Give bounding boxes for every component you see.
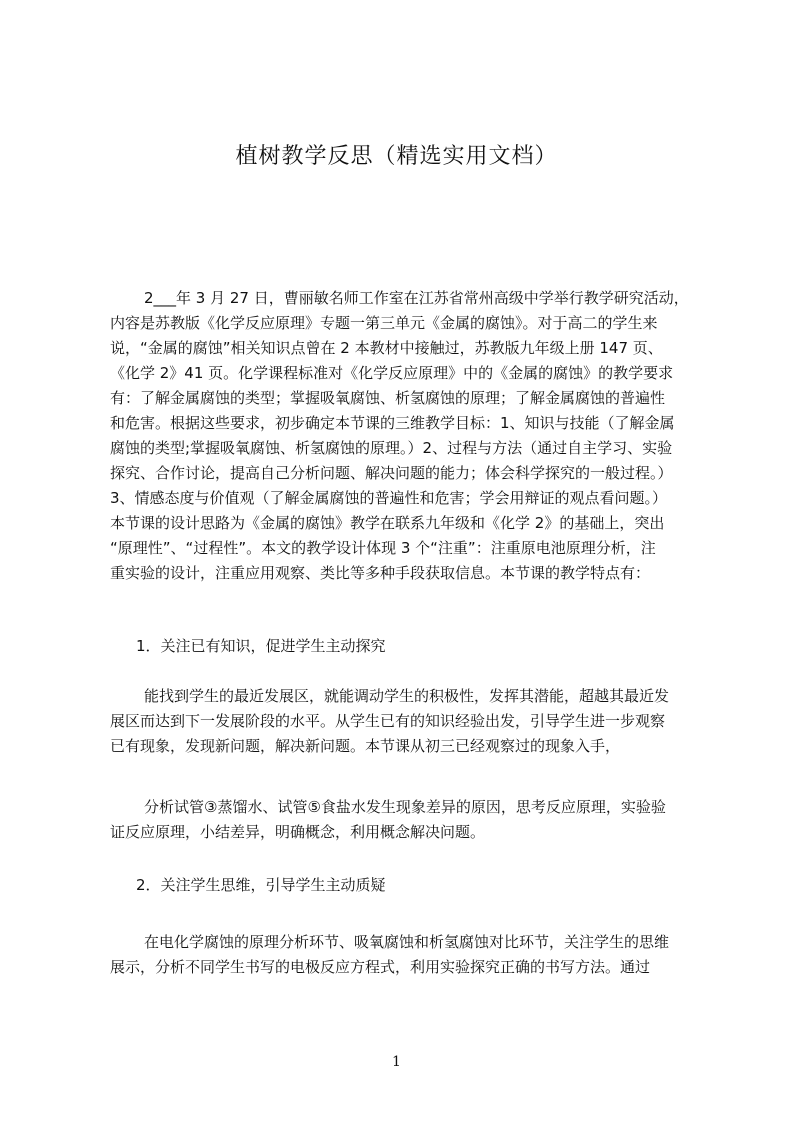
- paragraph-line: 重实验的设计，注重应用观察、类比等多种手段获取信息。本节课的教学特点有：: [110, 564, 651, 582]
- page-number: 1: [392, 1054, 401, 1070]
- paragraph-line: 有：了解金属腐蚀的类型；掌握吸氧腐蚀、析氢腐蚀的原理；了解金属腐蚀的普遍性: [110, 389, 666, 407]
- paragraph-3: [110, 795, 708, 845]
- paragraph-line: 展区而达到下一发展阶段的水平。从学生已有的知识经验出发，引导学生进一步观察: [110, 712, 666, 730]
- paragraph-4: [110, 930, 708, 980]
- paragraph-line: 展示，分析不同学生书写的电极反应方程式，利用实验探究正确的书写方法。通过: [110, 958, 651, 976]
- paragraph-line: 3、情感态度与价值观（了解金属腐蚀的普遍性和危害；学会用辩证的观点看问题。）: [110, 489, 668, 507]
- paragraph-line: “原理性”、“过程性”。本文的教学设计体现 3 个“注重”：注重原电池原理分析，注: [110, 539, 656, 557]
- paragraph-line: 说，“金属的腐蚀”相关知识点曾在 2 本教材中接触过，苏教版九年级上册 147 页、: [110, 339, 663, 357]
- paragraph-line: 腐蚀的类型;掌握吸氧腐蚀、析氢腐蚀的原理。）2、过程与方法（通过自主学习、实验: [110, 439, 673, 457]
- paragraph-1: [110, 286, 708, 586]
- paragraph-line: 2___年 3 月 27 日，曹丽敏名师工作室在江苏省常州高级中学举行教学研究活动，: [144, 289, 689, 307]
- paragraph-line: 能找到学生的最近发展区，就能调动学生的积极性，发挥其潜能，超越其最近发: [144, 687, 670, 705]
- paragraph-line: 在电化学腐蚀的原理分析环节、吸氧腐蚀和析氢腐蚀对比环节，关注学生的思维: [144, 933, 670, 951]
- section-heading-2: 2．关注学生思维，引导学生主动质疑: [136, 876, 386, 894]
- paragraph-2: [110, 684, 708, 759]
- document-title: 植树教学反思（精选实用文档）: [235, 144, 558, 169]
- paragraph-line: 内容是苏教版《化学反应原理》专题一第三单元《金属的腐蚀》。对于高二的学生来: [110, 314, 658, 332]
- paragraph-line: 和危害。根据这些要求，初步确定本节课的三维教学目标：1、知识与技能（了解金属: [110, 414, 675, 432]
- paragraph-line: 探究、合作讨论，提高自己分析问题、解决问题的能力；体会科学探究的一般过程。）: [110, 464, 673, 482]
- paragraph-line: 证反应原理，小结差异，明确概念，利用概念解决问题。: [110, 823, 486, 841]
- paragraph-line: 本节课的设计思路为《金属的腐蚀》教学在联系九年级和《化学 2》的基础上，突出: [110, 514, 665, 532]
- section-heading-1: 1．关注已有知识，促进学生主动探究: [136, 637, 386, 655]
- paragraph-line: 已有现象，发现新问题，解决新问题。本节课从初三已经观察过的现象入手，: [110, 737, 621, 755]
- paragraph-line: 《化学 2》41 页。化学课程标准对《化学反应原理》中的《金属的腐蚀》的教学要求: [110, 364, 674, 382]
- paragraph-line: 分析试管③蒸馏水、试管⑤食盐水发生现象差异的原因，思考反应原理，实验验: [144, 798, 666, 816]
